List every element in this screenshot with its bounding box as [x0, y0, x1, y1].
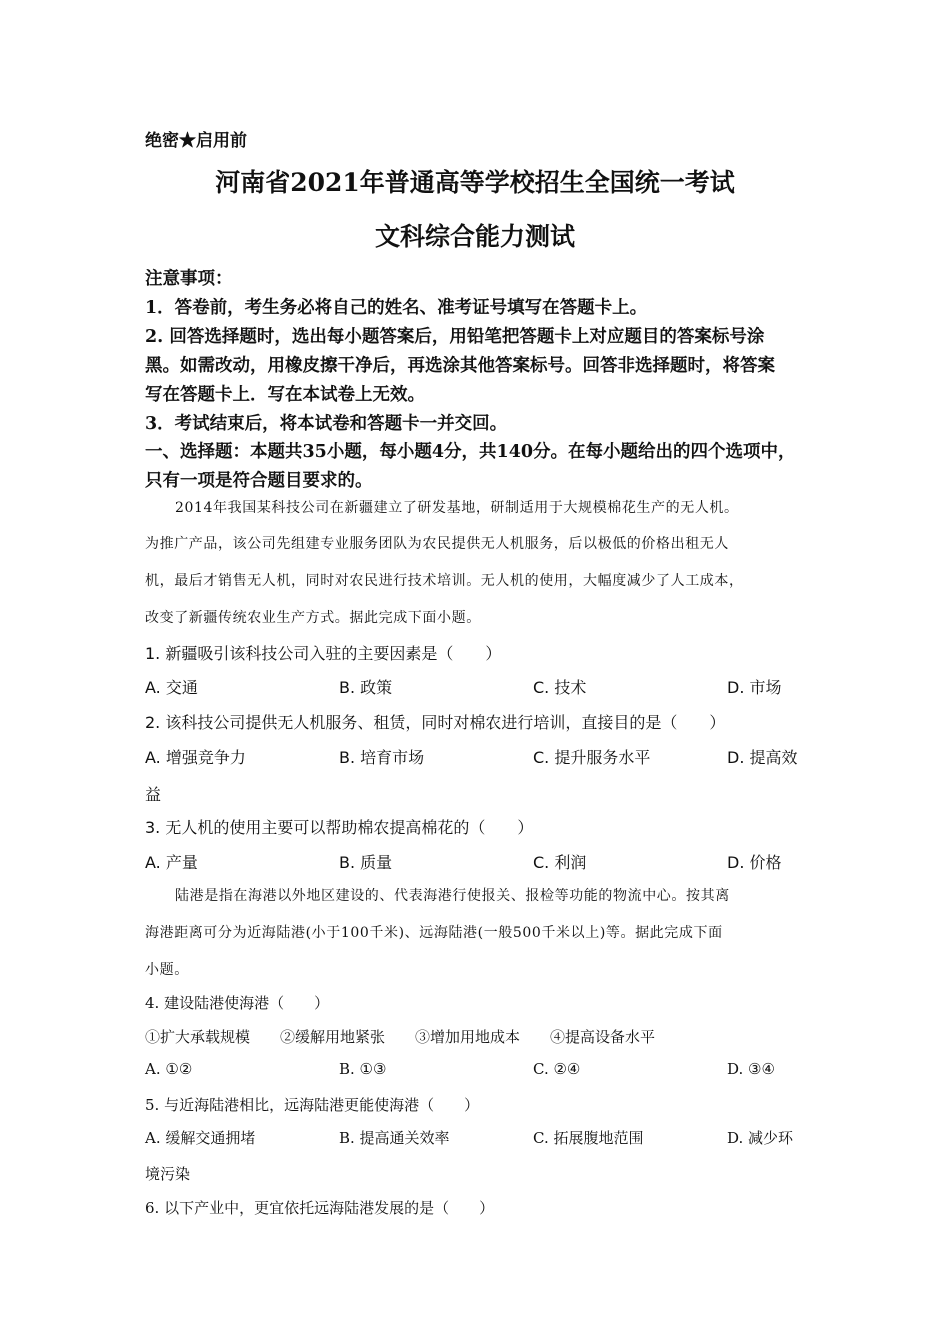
passage-line: 机，最后才销售无人机，同时对农民进行技术培训。无人机的使用，大幅度减少了人工成本，	[145, 573, 744, 589]
passage-line: 2014年我国某科技公司在新疆建立了研发基地，研制适用于大规模棉花生产的无人机。	[175, 500, 739, 516]
section-heading: 一、选择题：本题共35小题，每小题4分，共140分。在每小题给出的四个选项中，	[145, 442, 796, 462]
passage-line: 改变了新疆传统农业生产方式。据此完成下面小题。	[145, 610, 481, 626]
q2-option-c: C. 提升服务水平	[533, 748, 651, 767]
q5-option-b: B. 提高通关效率	[339, 1129, 450, 1147]
note-line: 2. 回答选择题时，选出每小题答案后，用铅笔把答题卡上对应题目的答案标号涂	[145, 327, 765, 347]
q2-option-d-cont: 益	[145, 785, 162, 804]
q5-option-c: C. 拓展腹地范围	[533, 1129, 644, 1147]
q4-option-d: D. ③④	[727, 1060, 775, 1078]
passage-line: 陆港是指在海港以外地区建设的、代表海港行使报关、报检等功能的物流中心。按其离	[175, 888, 730, 904]
question-4-items: ①扩大承载规模 ②缓解用地紧张 ③增加用地成本 ④提高设备水平	[145, 1028, 656, 1046]
note-line: 黑。如需改动，用橡皮擦干净后，再选涂其他答案标号。回答非选择题时，将答案	[145, 356, 775, 376]
q4-option-a: A. ①②	[145, 1060, 193, 1078]
passage-line: 海港距离可分为近海陆港(小于100千米)、远海陆港(一般500千米以上)等。据此完成下面	[145, 925, 723, 941]
note-line: 写在答题卡上．写在本试卷上无效。	[145, 385, 425, 405]
section-heading-cont: 只有一项是符合题目要求的。	[145, 471, 373, 491]
question-5-stem: 5. 与近海陆港相比，远海陆港更能使海港（ ）	[145, 1096, 480, 1114]
exam-title: 河南省2021年普通高等学校招生全国统一考试	[215, 168, 735, 197]
q2-option-b: B. 培育市场	[339, 748, 425, 767]
q3-option-a: A. 产量	[145, 853, 198, 872]
exam-subtitle: 文科综合能力测试	[374, 222, 575, 251]
question-2-stem: 2. 该科技公司提供无人机服务、租赁，同时对棉农进行培训，直接目的是（ ）	[145, 713, 726, 732]
q1-option-d: D. 市场	[727, 678, 782, 697]
q2-option-a: A. 增强竞争力	[145, 748, 246, 767]
q3-option-b: B. 质量	[339, 853, 393, 872]
notes-heading: 注意事项：	[145, 269, 233, 289]
q1-option-c: C. 技术	[533, 678, 587, 697]
q2-option-d: D. 提高效	[727, 748, 798, 767]
q5-option-d: D. 减少环	[727, 1129, 794, 1147]
q3-option-d: D. 价格	[727, 853, 782, 872]
q1-option-b: B. 政策	[339, 678, 393, 697]
q5-option-d-cont: 境污染	[145, 1165, 191, 1183]
passage-line: 为推广产品，该公司先组建专业服务团队为农民提供无人机服务，后以极低的价格出租无人	[145, 536, 729, 552]
question-4-stem: 4. 建设陆港使海港（ ）	[145, 994, 330, 1012]
secret-mark: 绝密★启用前	[145, 131, 247, 151]
question-1-stem: 1. 新疆吸引该科技公司入驻的主要因素是（ ）	[145, 644, 502, 663]
q4-option-b: B. ①③	[339, 1060, 387, 1078]
question-3-stem: 3. 无人机的使用主要可以帮助棉农提高棉花的（ ）	[145, 818, 534, 837]
note-line: 3．考试结束后，将本试卷和答题卡一并交回。	[145, 414, 508, 434]
note-line: 1．答卷前，考生务必将自己的姓名、准考证号填写在答题卡上。	[145, 298, 648, 318]
q3-option-c: C. 利润	[533, 853, 587, 872]
q4-option-c: C. ②④	[533, 1060, 581, 1078]
passage-line: 小题。	[145, 962, 189, 978]
q1-option-a: A. 交通	[145, 678, 198, 697]
q5-option-a: A. 缓解交通拥堵	[145, 1129, 256, 1147]
question-6-stem: 6. 以下产业中，更宜依托远海陆港发展的是（ ）	[145, 1199, 495, 1217]
